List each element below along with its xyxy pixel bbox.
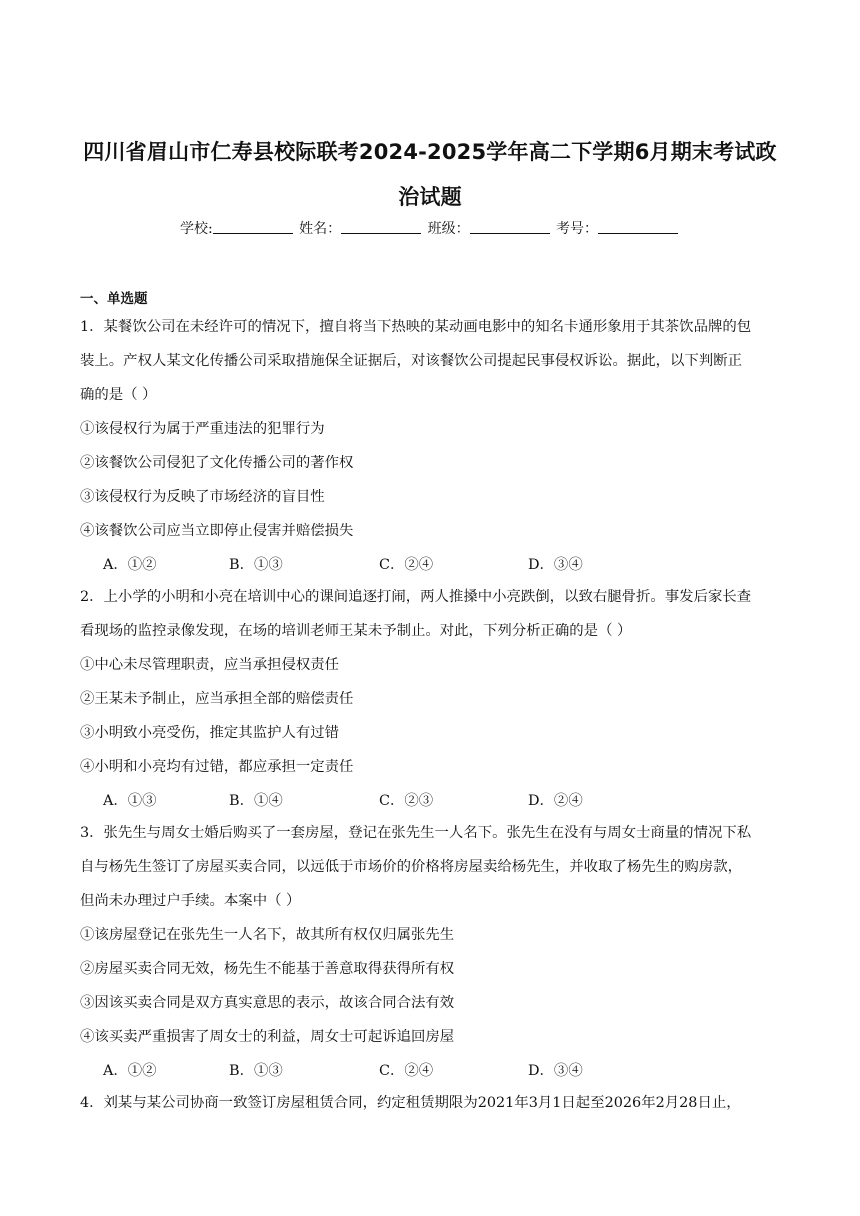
class-blank[interactable] xyxy=(470,221,550,234)
q3-choice-a[interactable]: A．①② xyxy=(103,1063,157,1079)
q3-stem-line: 但尚未办理过户手续。本案中（ ） xyxy=(80,893,301,909)
q2-choice-c[interactable]: C．②③ xyxy=(379,793,434,809)
q1-option: ①该侵权行为属于严重违法的犯罪行为 xyxy=(80,421,325,437)
q1-stem-line: 确的是（ ） xyxy=(80,387,157,403)
q2-choice-a[interactable]: A．①③ xyxy=(103,793,157,809)
q3-choice-b[interactable]: B．①③ xyxy=(229,1063,283,1079)
class-label: 班级： xyxy=(427,221,470,237)
q2-option: ③小明致小亮受伤，推定其监护人有过错 xyxy=(80,725,340,741)
student-info-row xyxy=(0,218,860,238)
q2-option: ①中心未尽管理职责，应当承担侵权责任 xyxy=(80,657,340,673)
q3-choice-d[interactable]: D．③④ xyxy=(528,1063,583,1079)
number-blank[interactable] xyxy=(598,221,678,234)
q3-option: ①该房屋登记在张先生一人名下，故其所有权仅归属张先生 xyxy=(80,927,455,943)
q3-option: ③因该买卖合同是双方真实意思的表示，故该合同合法有效 xyxy=(80,995,455,1011)
q1-option: ②该餐饮公司侵犯了文化传播公司的著作权 xyxy=(80,455,354,471)
q2-option: ②王某未予制止，应当承担全部的赔偿责任 xyxy=(80,691,354,707)
q1-choice-d[interactable]: D．③④ xyxy=(528,557,583,573)
q1-stem-line: 装上。产权人某文化传播公司采取措施保全证据后，对该餐饮公司提起民事侵权诉讼。据此，以下判断正 xyxy=(80,353,742,369)
section-title: 一、单选题 xyxy=(80,291,148,307)
q2-choice-d[interactable]: D．②④ xyxy=(528,793,583,809)
q2-stem-line: 2．上小学的小明和小亮在培训中心的课间追逐打闹，两人推搡中小亮跌倒，以致右腿骨折。事发后家长查 xyxy=(80,589,752,605)
q1-option: ③该侵权行为反映了市场经济的盲目性 xyxy=(80,489,325,505)
school-blank[interactable] xyxy=(213,221,293,234)
q1-choice-c[interactable]: C．②④ xyxy=(379,557,434,573)
q1-choice-a[interactable]: A．①② xyxy=(103,557,157,573)
q4-stem-line: 4．刘某与某公司协商一致签订房屋租赁合同，约定租赁期限为2021年3月1日起至2026年2月28日止， xyxy=(80,1095,741,1111)
q3-stem-line: 3．张先生与周女士婚后购买了一套房屋，登记在张先生一人名下。张先生在没有与周女士商量的情况下私 xyxy=(80,825,752,841)
q1-option: ④该餐饮公司应当立即停止侵害并赔偿损失 xyxy=(80,523,354,539)
page-title-line-2: 治试题 xyxy=(398,185,462,209)
q3-choice-c[interactable]: C．②④ xyxy=(379,1063,434,1079)
q3-option: ④该买卖严重损害了周女士的利益，周女士可起诉追回房屋 xyxy=(80,1029,455,1045)
q1-stem-line: 1．某餐饮公司在未经许可的情况下，擅自将当下热映的某动画电影中的知名卡通形象用于其茶饮品牌的包 xyxy=(80,319,752,335)
name-label: 姓名： xyxy=(299,221,342,237)
school-label: 学校: xyxy=(179,221,213,237)
q2-choice-b[interactable]: B．①④ xyxy=(229,793,283,809)
q2-stem-line: 看现场的监控录像发现，在场的培训老师王某未予制止。对此，下列分析正确的是（ ） xyxy=(80,623,632,639)
name-blank[interactable] xyxy=(341,221,421,234)
q3-stem-line: 自与杨先生签订了房屋买卖合同，以远低于市场价的价格将房屋卖给杨先生，并收取了杨先生的购房款， xyxy=(80,859,742,875)
page-title-line-1: 四川省眉山市仁寿县校际联考2024-2025学年高二下学期6月期末考试政 xyxy=(83,140,777,164)
number-label: 考号： xyxy=(556,221,599,237)
q1-choice-b[interactable]: B．①③ xyxy=(229,557,283,573)
q2-option: ④小明和小亮均有过错，都应承担一定责任 xyxy=(80,759,354,775)
q3-option: ②房屋买卖合同无效，杨先生不能基于善意取得获得所有权 xyxy=(80,961,455,977)
